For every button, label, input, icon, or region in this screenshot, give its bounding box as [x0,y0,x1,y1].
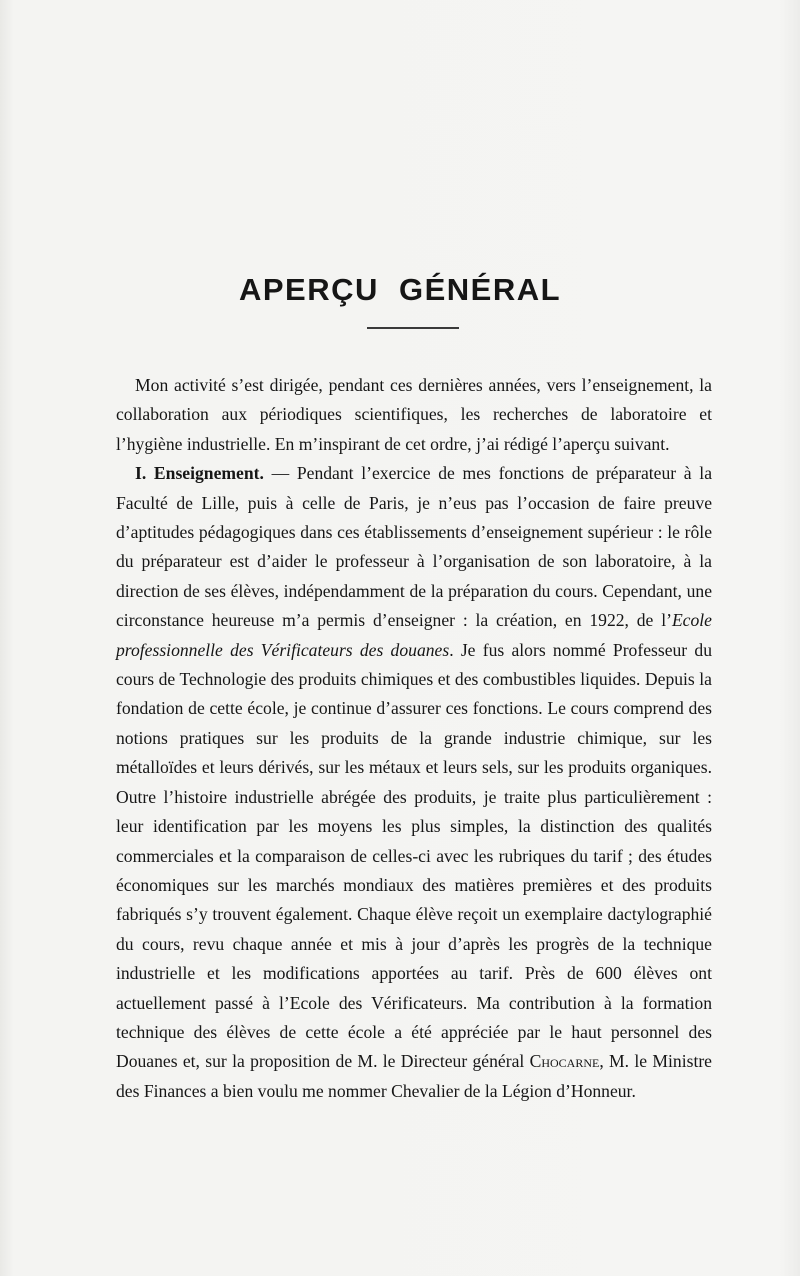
school-name: Ecole professionnelle des Vérificateurs des douanes [116,610,712,660]
section-text-part-1: — Pendant l’exercice de mes fonctions de préparateur à la Faculté de Lille, puis à celle de Paris, je n’eus pas l’occasion de faire preuve d’aptitudes pédagogiques dans ces établissements d’enseignement supérieur : le rôle du préparateur est d’aider le professeur à l’organisation de son laboratoire, à la direction de ses élèves, indépendamment de la préparation du cours. Cependant, une circonstance heureuse m’a permis d’enseigner : la création, en 1922, de l’ [116,463,712,631]
section-text-part-3: , M. le Ministre des Finances a bien voulu me nommer Chevalier de la Légion d’Honneur. [116,1051,712,1101]
person-name: Chocarne [529,1051,600,1072]
page-title: APERÇU GÉNÉRAL [238,272,562,307]
body-text [116,371,712,1106]
title-divider [367,327,459,329]
section-text-part-2: . Je fus alors nommé Professeur du cours de Technologie des produits chimiques et des combustibles liquides. Depuis la fondation de cette école, je continue d’assurer ces fonctions. Le cours comprend des notions pratiques sur les produits de la grande industrie chimique, sur les métalloïdes et leurs dérivés, sur les métaux et leurs sels, sur les produits organiques. Outre l’histoire industrielle abrégée des produits, je traite plus particulièrement : leur identification par les moyens les plus simples, la distinction des qualités commerciales et la comparaison de celles-ci avec les rubriques du tarif ; des études économiques sur les marchés mondiaux des matières premières et des produits fabriqués s’y trouvent également. Chaque élève reçoit un exemplaire dactylographié du cours, revu chaque année et mis à jour d’après les progrès de la technique industrielle et les modifications apportées au tarif. Près de 600 élèves ont actuellement passé à l’Ecole des Vérificateurs. Ma contribution à la formation technique des élèves de cette école a été appréciée par le haut personnel des Douanes et, sur la proposition de M. le Directeur général [116,639,712,1072]
section-paragraph-enseignement [116,459,712,1106]
section-heading: I. Enseignement. [135,463,264,484]
intro-paragraph: Mon activité s’est dirigée, pendant ces dernières années, vers l’enseignement, la collaboration aux périodiques scientifiques, les recherches de laboratoire et l’hygiène industrielle. En m’inspirant de cet ordre, j’ai rédigé l’aperçu suivant. [116,375,712,454]
